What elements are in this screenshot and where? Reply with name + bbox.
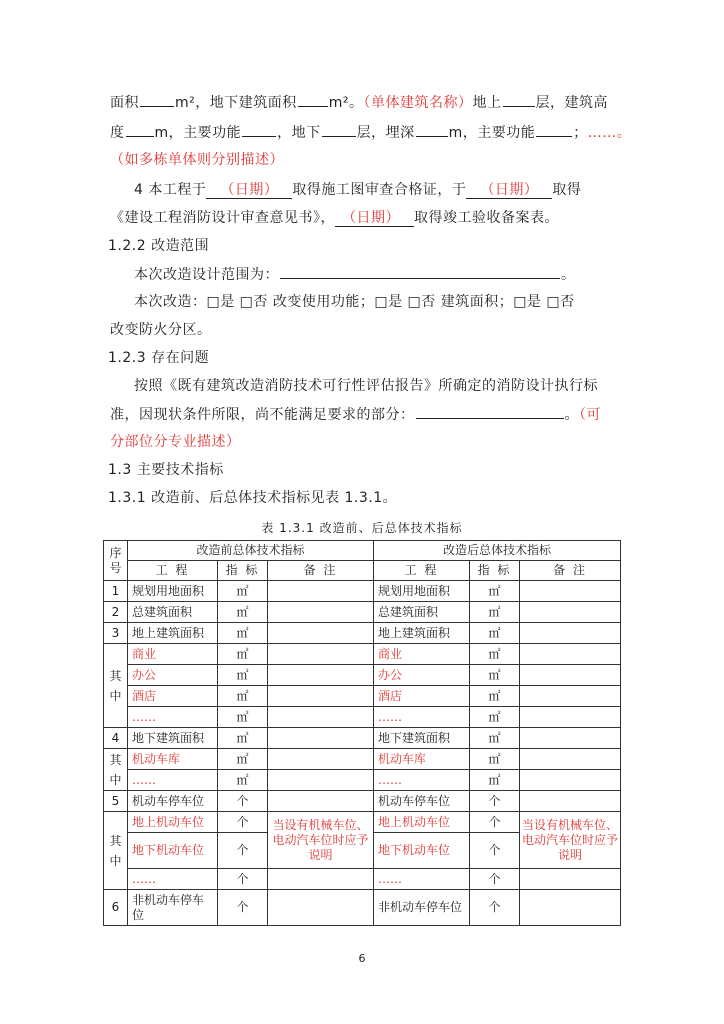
options-line-2: 改变防火分区。 (110, 322, 212, 338)
qizhong-cell: 其中 (104, 644, 128, 728)
col-note-before: 备 注 (268, 561, 374, 581)
table-row: …… 个 …… 个 (104, 869, 621, 890)
table-row: 6 非机动车停车位 个 非机动车停车位 个 (104, 890, 621, 926)
heading-1-2-2: 1.2.2 改造范围 (108, 238, 210, 254)
problem-line1: 按照《既有建筑改造消防技术可行性评估报告》所确定的消防设计执行标 (134, 378, 598, 394)
col-project-after: 工 程 (374, 561, 470, 581)
qizhong-cell: 其中 (104, 749, 128, 791)
problem-line3: 分部位分专业描述） (110, 434, 241, 450)
page-number: 6 (358, 952, 366, 965)
options-line: 本次改造：□是 □否 改变使用功能；□是 □否 建筑面积；□是 □否 (134, 294, 575, 310)
after-header: 改造后总体技术指标 (374, 541, 621, 561)
col-index-after: 指 标 (470, 561, 520, 581)
table-row: 其中 地上机动车位 个 当设有机械车位、电动汽车位时应予说明 地上机动车位 个 当设有机械车位、电动汽车位时应予说明 (104, 812, 621, 833)
para1-line1: 面积 m²，地下建筑面积 m²。（单体建筑名称）地上 层，建筑高 (110, 92, 630, 113)
table-row: …… ㎡ …… ㎡ (104, 770, 621, 791)
table-row: 5 机动车停车位 个 机动车停车位 个 (104, 791, 621, 812)
table-row: 2 总建筑面积 ㎡ 总建筑面积 ㎡ (104, 602, 621, 623)
col-project-before: 工 程 (128, 561, 218, 581)
para2-line1: 4 本工程于 （日期） 取得施工图审查合格证，于 （日期） 取得 (134, 182, 582, 198)
seq-header: 序号 (104, 541, 128, 581)
heading-1-3: 1.3 主要技术指标 (108, 462, 224, 478)
col-index-before: 指 标 (218, 561, 268, 581)
table-row: 4 地下建筑面积 ㎡ 地下建筑面积 ㎡ (104, 728, 621, 749)
parking-note-before: 当设有机械车位、电动汽车位时应予说明 (268, 812, 374, 869)
para2-line2: 《建设工程消防设计审查意见书》， （日期） 取得竣工验收备案表。 (110, 210, 559, 226)
para1-line2: 度 m，主要功能 ，地下 层，埋深 m，主要功能 ；……。 (110, 122, 630, 143)
tech-index-table (103, 540, 621, 926)
qizhong-cell: 其中 (104, 812, 128, 890)
col-note-after: 备 注 (520, 561, 621, 581)
scope-line: 本次改造设计范围为： 。 (134, 264, 654, 285)
table-row: 办公 ㎡ 办公 ㎡ (104, 665, 621, 686)
para1-line3: （如多栋单体则分别描述） (110, 152, 284, 168)
table-row: 其中 商业 ㎡ 商业 ㎡ (104, 644, 621, 665)
before-header: 改造前总体技术指标 (128, 541, 374, 561)
heading-1-2-3: 1.2.3 存在问题 (108, 350, 210, 366)
parking-note-after: 当设有机械车位、电动汽车位时应予说明 (520, 812, 621, 869)
table-row: …… ㎡ …… ㎡ (104, 707, 621, 728)
table-row: 3 地上建筑面积 ㎡ 地上建筑面积 ㎡ (104, 623, 621, 644)
table-row: 其中 机动车库 ㎡ 机动车库 ㎡ (104, 749, 621, 770)
problem-line2: 准，因现状条件所限，尚不能满足要求的部分： 。（可 (110, 404, 630, 425)
table-row: 1 规划用地面积 ㎡ 规划用地面积 ㎡ (104, 581, 621, 602)
heading-1-3-1: 1.3.1 改造前、后总体技术指标见表 1.3.1。 (108, 490, 398, 506)
table-caption: 表 1.3.1 改造前、后总体技术指标 (261, 521, 463, 535)
table-row: 酒店 ㎡ 酒店 ㎡ (104, 686, 621, 707)
table-row: 地下机动车位 个 地下机动车位 个 (104, 833, 621, 869)
